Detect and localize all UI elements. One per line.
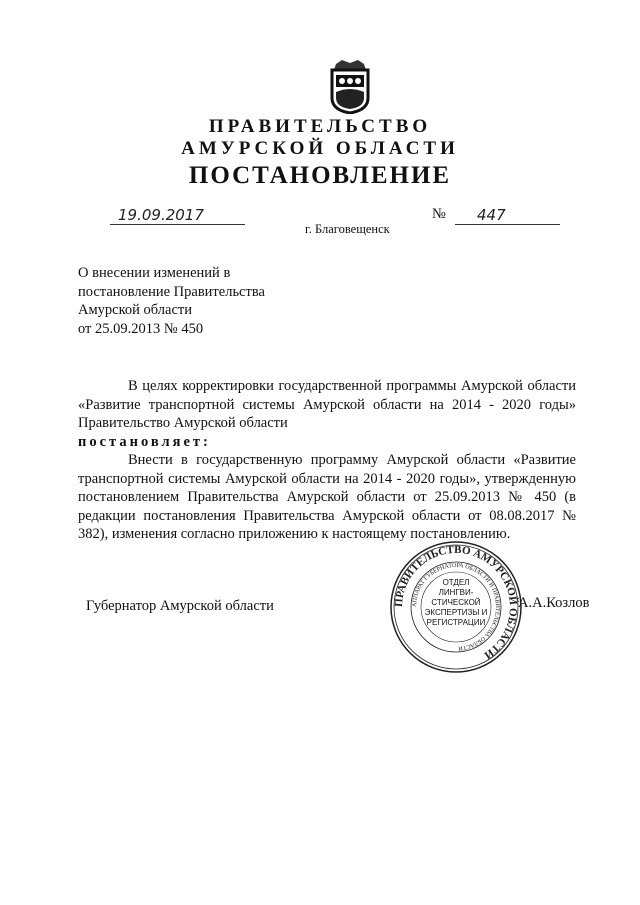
resolution-item: Внести в государственную программу Амурской области «Развитие транспортной системы Амурской области на 2014 - 2020 годы», утвержденную постановлением Правительства Амурской области от 25.09.2013 № 450 (в редакции постановления Правительства Амурской области от 08.08.2017 № 382), изменения согласно приложению к настоящему постановлению. [78,452,576,542]
org-name-line2: АМУРСКОЙ ОБЛАСТИ [181,138,459,159]
subject-line: постановление Правительства [78,283,265,300]
date-value: 19.09.2017 [118,206,204,224]
stamp-inner-text: АППАРАТ ГУБЕРНАТОРА ОБЛАСТИ И ПРАВИТЕЛЬСТВА ОБЛАСТИ [411,562,501,651]
official-stamp [389,540,523,674]
stamp-center-line: СТИЧЕСКОЙ [431,598,481,607]
signatory-name: А.А.Козлов [518,595,590,611]
subject-block [78,264,265,338]
stamp-center-line: ЭКСПЕРТИЗЫ И [424,608,488,617]
coat-of-arms-emblem [328,58,372,114]
preamble: В целях корректировки государственной программы Амурской области «Развитие транспортной системы Амурской области на 2014 - 2020 годы» Правительство Амурской области [78,378,576,431]
org-name-line1: ПРАВИТЕЛЬСТВО [208,116,432,137]
number-value: 447 [477,206,506,224]
stamp-center-text [389,578,523,628]
stamp-center-line: ОТДЕЛ [442,578,470,587]
stamp-center-line: ЛИНГВИ- [438,588,474,597]
number-label: № [432,206,446,222]
stamp-outer-text: ПРАВИТЕЛЬСТВО АМУРСКОЙ ОБЛАСТИ [392,543,520,661]
stamp-center-line: РЕГИСТРАЦИИ [426,618,486,627]
subject-line: от 25.09.2013 № 450 [78,320,204,337]
date-field [110,206,245,225]
resolves: постановляет: [78,434,211,450]
signatory-position: Губернатор Амурской области [86,598,274,614]
document-type: ПОСТАНОВЛЕНИЕ [188,162,452,189]
subject-line: О внесении изменений в [78,265,231,281]
subject-line: Амурской области [78,302,192,318]
number-field [455,206,560,225]
city: г. Благовещенск [305,222,390,236]
